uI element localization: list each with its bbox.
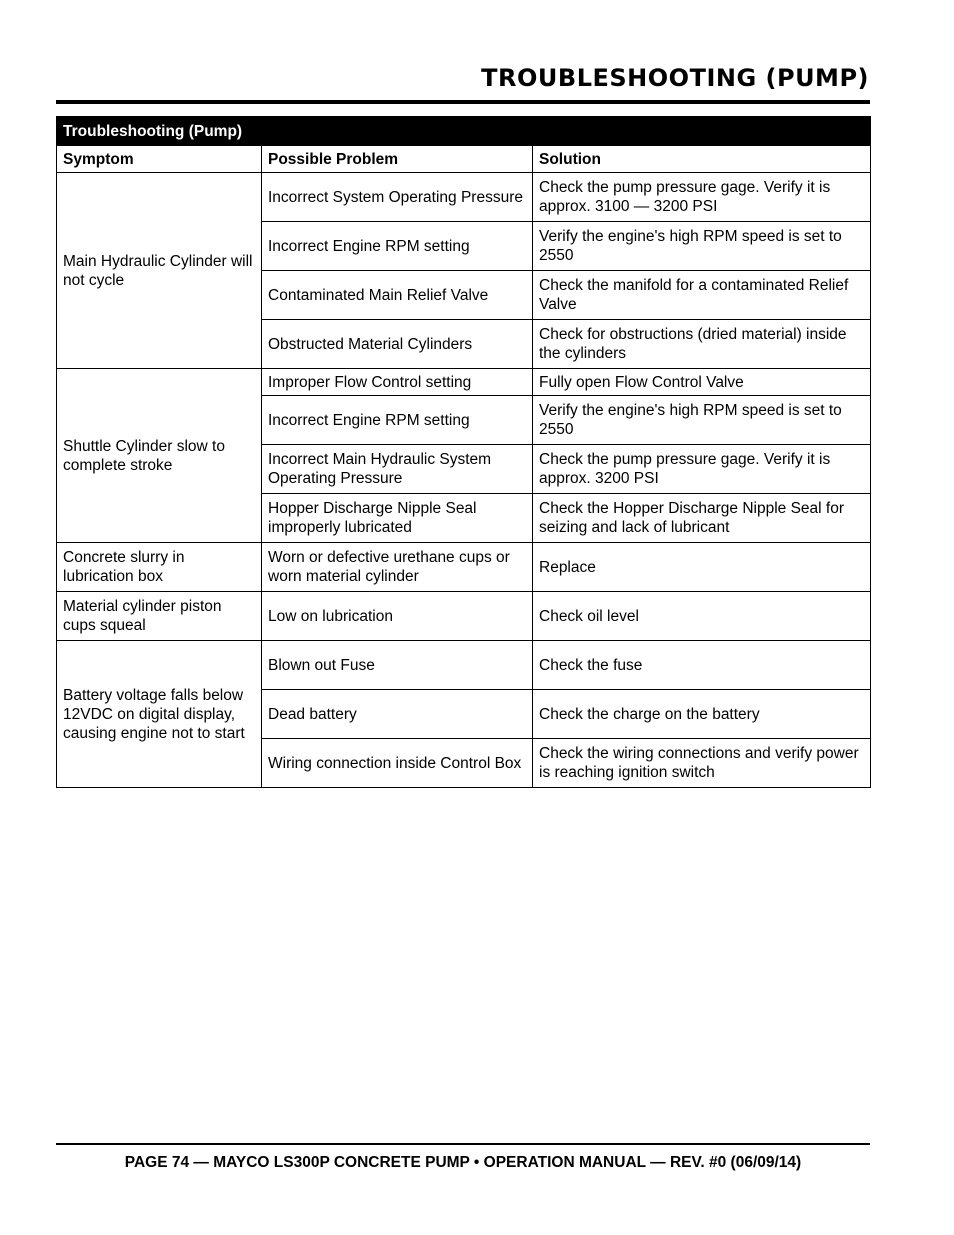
solution-cell: Check for obstructions (dried material) inside the cylinders [533, 320, 871, 369]
table-row [57, 173, 871, 222]
problem-cell: Blown out Fuse [262, 641, 533, 690]
problem-cell: Improper Flow Control setting [262, 369, 533, 396]
table-row [57, 543, 871, 592]
table-row [57, 592, 871, 641]
symptom-cell: Main Hydraulic Cylinder will not cycle [57, 173, 262, 369]
solution-cell: Check the pump pressure gage. Verify it is approx. 3200 PSI [533, 445, 871, 494]
header-symptom: Symptom [57, 146, 262, 173]
problem-cell: Incorrect System Operating Pressure [262, 173, 533, 222]
title-rule [56, 100, 870, 104]
solution-cell: Verify the engine's high RPM speed is set to 2550 [533, 222, 871, 271]
page-footer: PAGE 74 — MAYCO LS300P CONCRETE PUMP • OPERATION MANUAL — REV. #0 (06/09/14) [124, 1154, 802, 1171]
solution-cell: Check the Hopper Discharge Nipple Seal for seizing and lack of lubricant [533, 494, 871, 543]
table-caption: Troubleshooting (Pump) [57, 117, 871, 146]
solution-cell: Verify the engine's high RPM speed is set to 2550 [533, 396, 871, 445]
problem-cell: Wiring connection inside Control Box [262, 739, 533, 788]
problem-cell: Hopper Discharge Nipple Seal improperly lubricated [262, 494, 533, 543]
solution-cell: Check oil level [533, 592, 871, 641]
footer-rule [56, 1143, 870, 1145]
table-row [57, 369, 871, 396]
problem-cell: Incorrect Main Hydraulic System Operating Pressure [262, 445, 533, 494]
symptom-cell: Material cylinder piston cups squeal [57, 592, 262, 641]
problem-cell: Low on lubrication [262, 592, 533, 641]
problem-cell: Dead battery [262, 690, 533, 739]
problem-cell: Contaminated Main Relief Valve [262, 271, 533, 320]
problem-cell: Incorrect Engine RPM setting [262, 396, 533, 445]
symptom-cell: Shuttle Cylinder slow to complete stroke [57, 369, 262, 543]
troubleshooting-table [56, 116, 871, 788]
page-title: TROUBLESHOOTING (PUMP) [481, 64, 869, 92]
symptom-cell: Battery voltage falls below 12VDC on digital display, causing engine not to start [57, 641, 262, 788]
table-row [57, 641, 871, 690]
symptom-cell: Concrete slurry in lubrication box [57, 543, 262, 592]
solution-cell: Check the charge on the battery [533, 690, 871, 739]
solution-cell: Fully open Flow Control Valve [533, 369, 871, 396]
problem-cell: Incorrect Engine RPM setting [262, 222, 533, 271]
solution-cell: Check the wiring connections and verify power is reaching ignition switch [533, 739, 871, 788]
problem-cell: Obstructed Material Cylinders [262, 320, 533, 369]
problem-cell: Worn or defective urethane cups or worn material cylinder [262, 543, 533, 592]
header-possible-problem: Possible Problem [262, 146, 533, 173]
solution-cell: Check the pump pressure gage. Verify it is approx. 3100 — 3200 PSI [533, 173, 871, 222]
header-solution: Solution [533, 146, 871, 173]
solution-cell: Replace [533, 543, 871, 592]
solution-cell: Check the fuse [533, 641, 871, 690]
solution-cell: Check the manifold for a contaminated Relief Valve [533, 271, 871, 320]
